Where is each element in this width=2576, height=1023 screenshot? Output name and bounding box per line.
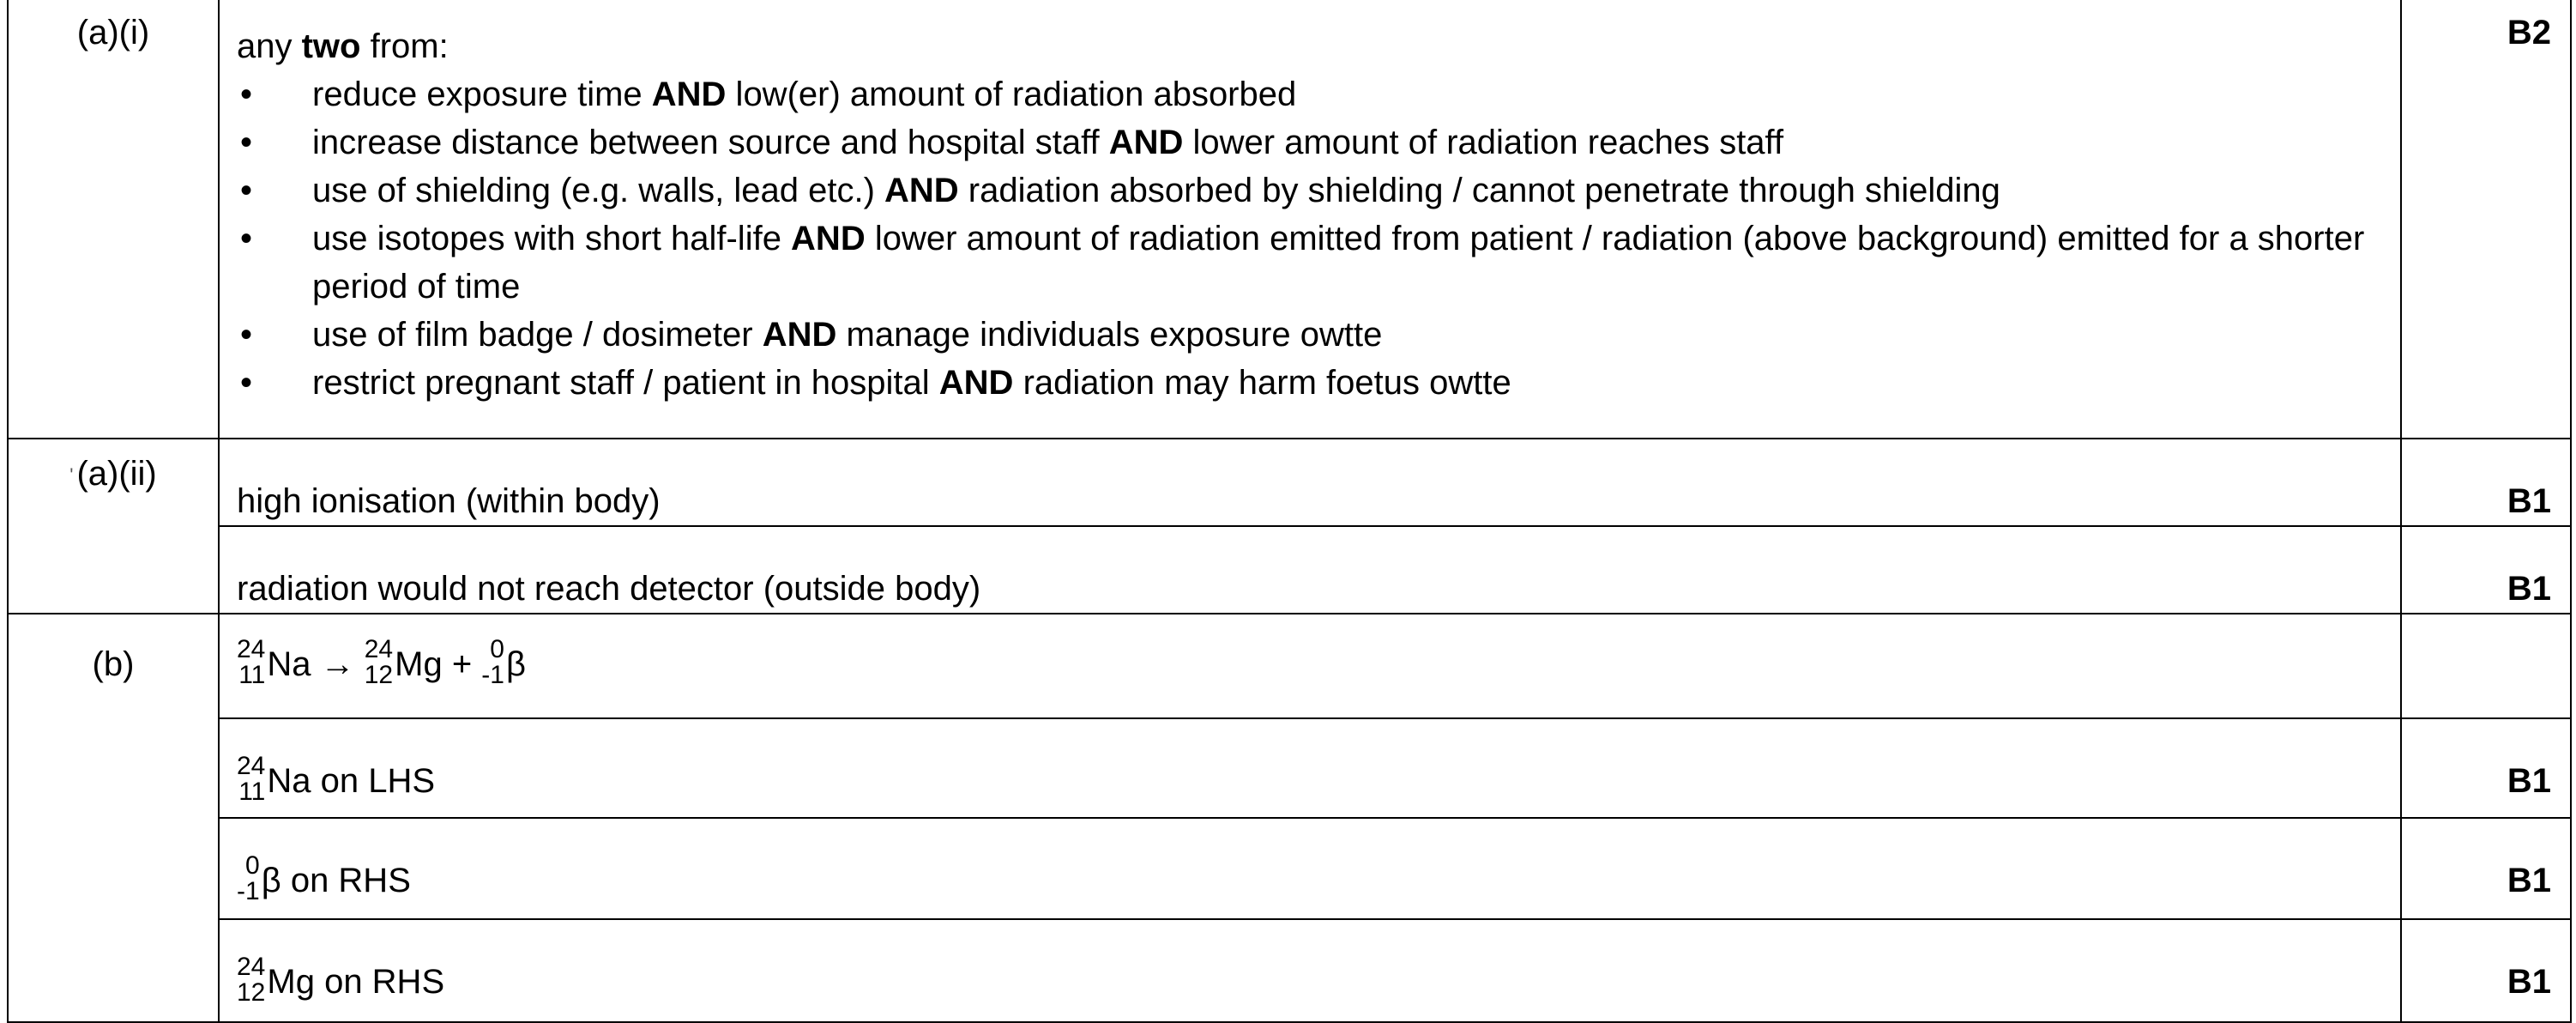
margin-tick-mark: ' bbox=[69, 464, 74, 487]
atomic-number: 11 bbox=[238, 661, 266, 690]
bullet-text: use of film badge / dosimeter bbox=[312, 316, 763, 354]
equation-cell bbox=[219, 614, 2401, 718]
answer-bullet-list bbox=[237, 70, 2383, 407]
bullet-keyword: AND bbox=[938, 364, 1014, 402]
answer-bullet bbox=[237, 166, 2383, 215]
bullet-keyword: AND bbox=[651, 76, 727, 113]
answer-cell bbox=[219, 718, 2401, 818]
mark-scheme-table bbox=[7, 0, 2572, 1023]
nuclide-symbol: β bbox=[261, 862, 281, 899]
bullet-keyword: AND bbox=[884, 172, 959, 209]
nuclide-mg-numbers bbox=[365, 637, 393, 688]
answer-cell: high ionisation (within body) bbox=[219, 439, 2401, 526]
mass-number: 24 bbox=[364, 635, 394, 664]
bullet-text: use isotopes with short half-life bbox=[312, 220, 792, 257]
plus-sign: + bbox=[442, 645, 482, 683]
atomic-number: 12 bbox=[364, 661, 394, 690]
answer-bullet bbox=[237, 359, 2383, 407]
bullet-text: lower amount of radiation emitted from patient / radiation (above background) emitted for a shorter period of time bbox=[312, 220, 2365, 306]
row-a-i bbox=[8, 0, 2571, 439]
mass-number: 0 bbox=[490, 635, 504, 664]
bullet-text: manage individuals exposure owtte bbox=[836, 316, 1383, 354]
answer-cell bbox=[219, 0, 2401, 439]
row-a-ii-1 bbox=[8, 439, 2571, 526]
mass-number: 0 bbox=[245, 851, 260, 881]
mark-cell bbox=[2401, 614, 2571, 718]
intro-prefix: any bbox=[237, 27, 302, 65]
answer-intro bbox=[237, 22, 2383, 70]
question-label: (b) bbox=[8, 614, 219, 1022]
answer-bullet bbox=[237, 70, 2383, 118]
row-a-ii-2 bbox=[8, 526, 2571, 614]
row-b-equation bbox=[8, 614, 2571, 718]
nuclide-numbers bbox=[237, 853, 260, 905]
mark-cell: B2 bbox=[2401, 0, 2571, 439]
nuclide-symbol: β bbox=[505, 645, 526, 683]
nuclide-numbers bbox=[237, 754, 265, 805]
mark-cell: B1 bbox=[2401, 919, 2571, 1022]
mark-cell: B1 bbox=[2401, 718, 2571, 818]
bullet-text: reduce exposure time bbox=[312, 76, 652, 113]
answer-text: on LHS bbox=[311, 762, 436, 800]
mass-number: 24 bbox=[237, 752, 266, 781]
row-b-answer bbox=[8, 718, 2571, 818]
intro-suffix: from: bbox=[360, 27, 449, 65]
bullet-text: lower amount of radiation reaches staff bbox=[1183, 124, 1784, 161]
atomic-number: 11 bbox=[238, 778, 266, 807]
nuclide-na-numbers bbox=[237, 637, 265, 688]
bullet-keyword: AND bbox=[1108, 124, 1184, 161]
atomic-number: -1 bbox=[237, 877, 260, 906]
question-label-text: (a)(ii) bbox=[76, 455, 157, 493]
row-b-answer bbox=[8, 919, 2571, 1022]
bullet-text: restrict pregnant staff / patient in hospital bbox=[312, 364, 939, 402]
mass-number: 24 bbox=[237, 953, 266, 982]
answer-bullet bbox=[237, 311, 2383, 359]
mark-cell: B1 bbox=[2401, 526, 2571, 614]
answer-text: on RHS bbox=[314, 963, 445, 1001]
answer-bullet bbox=[237, 118, 2383, 166]
nuclide-symbol: Na bbox=[267, 762, 311, 800]
nuclide-symbol: Mg bbox=[267, 963, 315, 1001]
answer-bullet bbox=[237, 215, 2383, 311]
nuclide-beta-numbers bbox=[481, 637, 504, 688]
bullet-text: radiation may harm foetus owtte bbox=[1013, 364, 1511, 402]
answer-text: on RHS bbox=[281, 862, 411, 899]
question-label: (a)(i) bbox=[8, 0, 219, 439]
bullet-keyword: AND bbox=[791, 220, 866, 257]
mark-cell: B1 bbox=[2401, 818, 2571, 919]
nuclide-numbers bbox=[237, 954, 265, 1006]
intro-bold: two bbox=[301, 27, 361, 65]
question-label bbox=[8, 439, 219, 614]
nuclide-symbol: Na bbox=[267, 645, 311, 683]
answer-cell: radiation would not reach detector (outside body) bbox=[219, 526, 2401, 614]
bullet-text: low(er) amount of radiation absorbed bbox=[726, 76, 1297, 113]
bullet-text: increase distance between source and hospital staff bbox=[312, 124, 1109, 161]
atomic-number: -1 bbox=[481, 661, 504, 690]
atomic-number: 12 bbox=[237, 978, 266, 1008]
bullet-keyword: AND bbox=[762, 316, 837, 354]
reaction-arrow: → bbox=[311, 645, 365, 683]
mark-cell: B1 bbox=[2401, 439, 2571, 526]
nuclide-symbol: Mg bbox=[395, 645, 443, 683]
bullet-text: use of shielding (e.g. walls, lead etc.) bbox=[312, 172, 885, 209]
bullet-text: radiation absorbed by shielding / cannot penetrate through shielding bbox=[958, 172, 2000, 209]
answer-cell bbox=[219, 818, 2401, 919]
row-b-answer bbox=[8, 818, 2571, 919]
mass-number: 24 bbox=[237, 635, 266, 664]
answer-cell bbox=[219, 919, 2401, 1022]
